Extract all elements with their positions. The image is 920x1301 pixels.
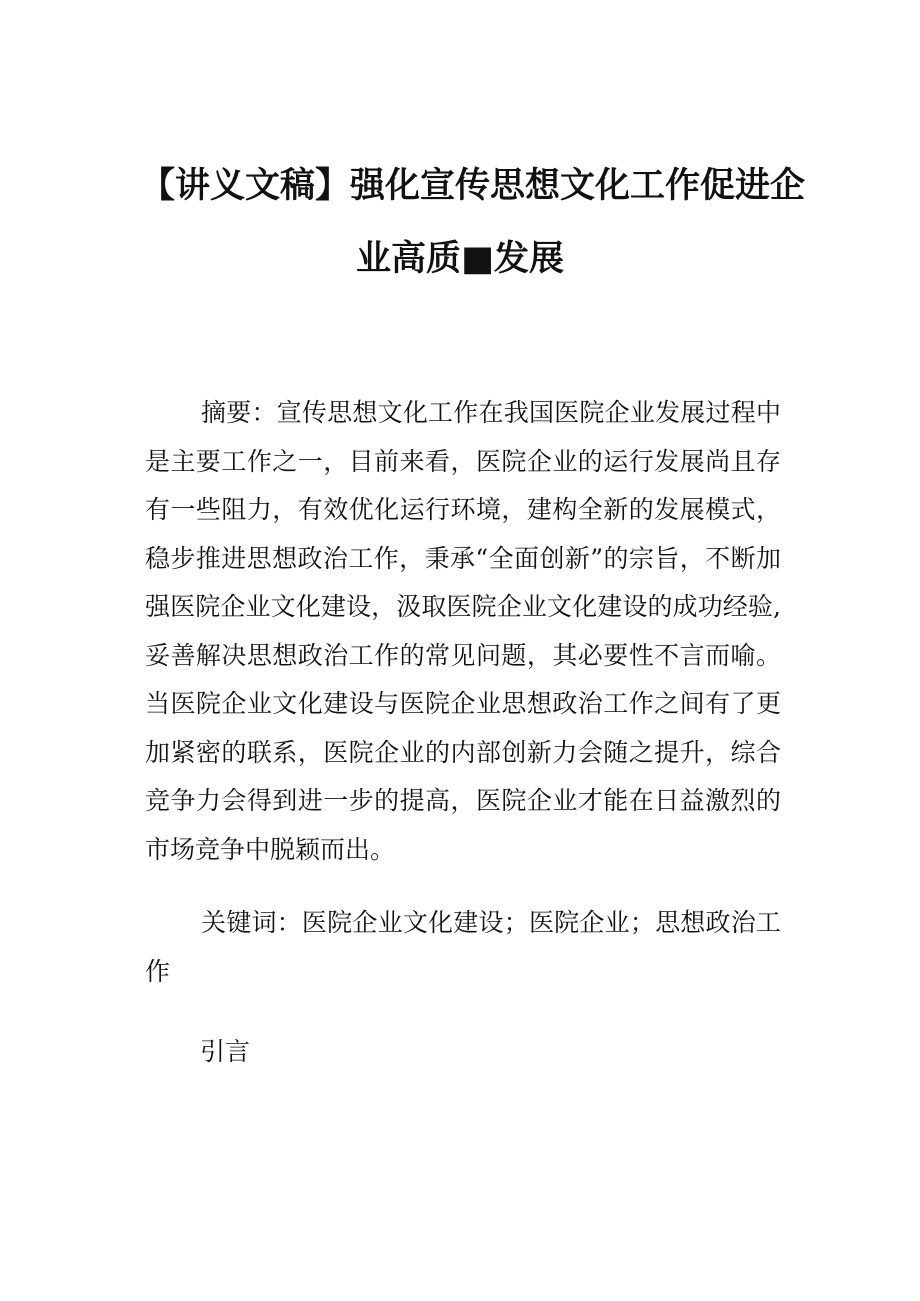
abstract-paragraph: 摘要：宣传思想文化工作在我国医院企业发展过程中是主要工作之一，目前来看，医院企业的运行发展尚且存有一些阻力，有效优化运行环境，建构全新的发展模式，稳步推进思想政治工作，秉承“全面创新”的宗旨，不断加强医院企业文化建设，汲取医院企业文化建设的成功经验,妥善解决思想政治工作的常见问题，其必要性不言而喻。当医院企业文化建设与医院企业思想政治工作之间有了更加紧密的联系，医院企业的内部创新力会随之提升，综合竞争力会得到进一步的提高，医院企业才能在日益激烈的市场竞争中脱颖而出。 (145, 398, 781, 864)
document-title-line-2: 业高质■发展 (355, 239, 565, 279)
section-heading-introduction: 引言 (200, 1037, 251, 1066)
keywords-paragraph: 关键词：医院企业文化建设；医院企业；思想政治工作 (145, 908, 781, 986)
document-title-line-1: 【讲义文稿】强化宣传思想文化工作促进企 (140, 166, 806, 206)
